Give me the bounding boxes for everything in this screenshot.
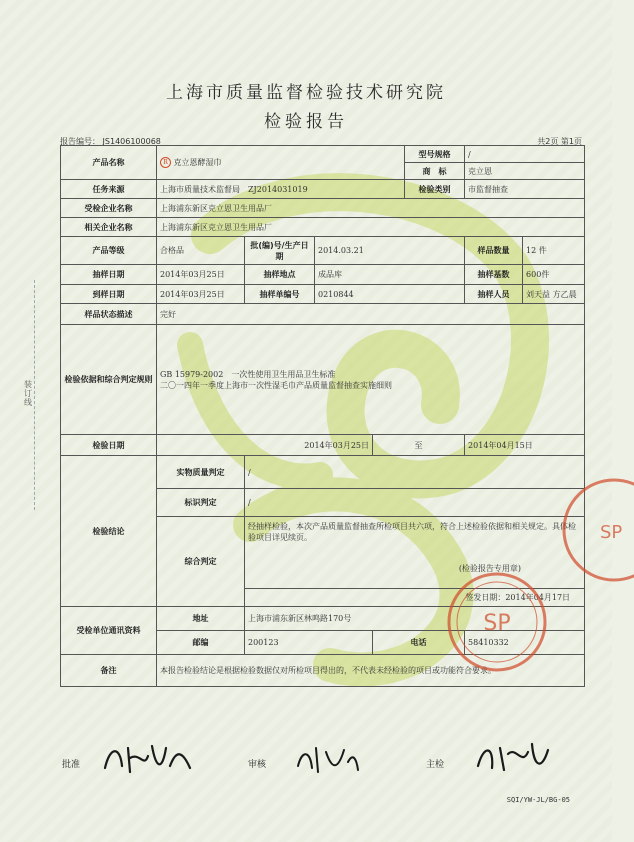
sampler-value: 刘天益 方乙晨	[523, 285, 585, 304]
brand-label: 商 标	[405, 163, 465, 180]
inspection-type-label: 检验类别	[405, 180, 465, 199]
inspection-date-label: 检验日期	[61, 435, 157, 456]
postcode-label: 邮编	[157, 631, 245, 655]
marking-value: /	[245, 489, 585, 517]
grade-label: 产品等级	[61, 237, 157, 265]
row-grade	[61, 237, 585, 265]
brand-value: 克立恩	[465, 163, 585, 180]
physical-label: 实物质量判定	[157, 456, 245, 489]
address-label: 地址	[157, 607, 245, 631]
model-value: /	[465, 146, 585, 163]
sampling-base-label: 抽样基数	[465, 265, 523, 285]
batch-label: 批(编)号/生产日期	[245, 237, 315, 265]
basis-cell	[157, 325, 585, 435]
report-number-label: 报告编号：	[60, 137, 100, 146]
basis-label: 检验依据和综合判定规则	[61, 325, 157, 435]
row-arrival	[61, 285, 585, 304]
sampling-base-value: 600件	[523, 265, 585, 285]
marking-label: 标识判定	[157, 489, 245, 517]
seal-mark: SP	[483, 611, 511, 636]
review-label: 审核	[248, 760, 267, 770]
product-name-cell	[157, 146, 405, 180]
row-basis	[61, 325, 585, 435]
inspection-date-from: 2014年03月25日	[157, 435, 373, 456]
sample-status-value: 完好	[157, 304, 585, 325]
approve-signature	[100, 738, 195, 778]
sampling-date-value: 2014年03月25日	[157, 265, 245, 285]
row-product	[61, 146, 585, 163]
review-signature	[292, 742, 362, 776]
row-related-company	[61, 218, 585, 237]
issue-date: 签发日期：2014年04月17日	[245, 589, 585, 607]
form-code: SQI/YW-JL/BG-05	[506, 796, 570, 804]
sampling-no-label: 抽样单编号	[245, 285, 315, 304]
unit-label: 受检单位通讯资料	[61, 607, 157, 655]
product-name-value: 克立恩酵湿巾	[173, 157, 222, 167]
sample-qty-label: 样品数量	[465, 237, 523, 265]
report-title: 检验报告	[264, 112, 348, 132]
inspection-type-value: 市监督抽查	[465, 180, 585, 199]
inspected-company-label: 受检企业名称	[61, 199, 157, 218]
basis-line-2: 二〇一四年一季度上海市一次性湿毛巾产品质量监督抽查实施细则	[160, 380, 392, 390]
binding-text: 装订线	[24, 380, 32, 407]
inspection-date-to-label: 至	[373, 435, 465, 456]
row-inspected-company	[61, 199, 585, 218]
page-count: 共2页 第1页	[537, 137, 582, 146]
phone-label: 电话	[373, 631, 465, 655]
edge-seal-mark: SP	[600, 522, 623, 543]
remark-label: 备注	[61, 655, 157, 687]
inspection-date-to: 2014年04月15日	[465, 435, 585, 456]
sample-qty-value: 12 件	[523, 237, 585, 265]
basis-line-1: GB 15979-2002 一次性使用卫生用品卫生标准	[160, 369, 336, 379]
report-number-value: JS1406100068	[102, 137, 161, 146]
row-sample-status	[61, 304, 585, 325]
binding-line	[34, 280, 35, 510]
row-task	[61, 180, 585, 199]
arrival-date-value: 2014年03月25日	[157, 285, 245, 304]
sampling-place-label: 抽样地点	[245, 265, 315, 285]
inspection-seal	[445, 570, 549, 674]
row-inspection-date	[61, 435, 585, 456]
row-physical	[61, 456, 585, 489]
overall-stamp-note: (检验报告专用章)	[458, 564, 522, 573]
inspected-company-value: 上海浦东新区克立恩卫生用品厂	[157, 199, 585, 218]
sampler-label: 抽样人员	[465, 285, 523, 304]
remark-value: 本报告检验结论是根据检验数据仅对所检项目得出的，不代表未经检验的项目或功能符合要求。	[157, 655, 585, 687]
sampling-no-value: 0210844	[315, 285, 465, 304]
arrival-date-label: 到样日期	[61, 285, 157, 304]
related-company-label: 相关企业名称	[61, 218, 157, 237]
approve-label: 批准	[62, 760, 81, 770]
related-company-value: 上海浦东新区克立恩卫生用品厂	[157, 218, 585, 237]
grade-value: 合格品	[157, 237, 245, 265]
product-name-label: 产品名称	[61, 146, 157, 180]
address-value: 上海市浦东新区林鸣路170号	[245, 607, 585, 631]
test-signature	[472, 738, 552, 776]
row-sampling	[61, 265, 585, 285]
model-label: 型号规格	[405, 146, 465, 163]
postcode-value: 200123	[245, 631, 373, 655]
batch-value: 2014.03.21	[315, 237, 465, 265]
institute-title: 上海市质量监督检验技术研究院	[166, 83, 446, 103]
registered-mark-icon: R	[160, 157, 171, 168]
conclusion-label: 检验结论	[61, 456, 157, 607]
task-source-value: 上海市质量技术监督局 ZJ2014031019	[157, 180, 405, 199]
physical-value: /	[245, 456, 585, 489]
phone-value: 58410332	[465, 631, 585, 655]
sampling-place-value: 成品库	[315, 265, 465, 285]
sampling-date-label: 抽样日期	[61, 265, 157, 285]
task-source-label: 任务来源	[61, 180, 157, 199]
overall-text: 经抽样检验，本次产品质量监督抽查所检项目共六项，符合上述检验依据和相关规定。具体检验项目详见续页。	[248, 522, 576, 542]
test-label: 主检	[426, 760, 445, 770]
sample-status-label: 样品状态描述	[61, 304, 157, 325]
edge-seal	[574, 470, 634, 590]
overall-label: 综合判定	[157, 517, 245, 607]
